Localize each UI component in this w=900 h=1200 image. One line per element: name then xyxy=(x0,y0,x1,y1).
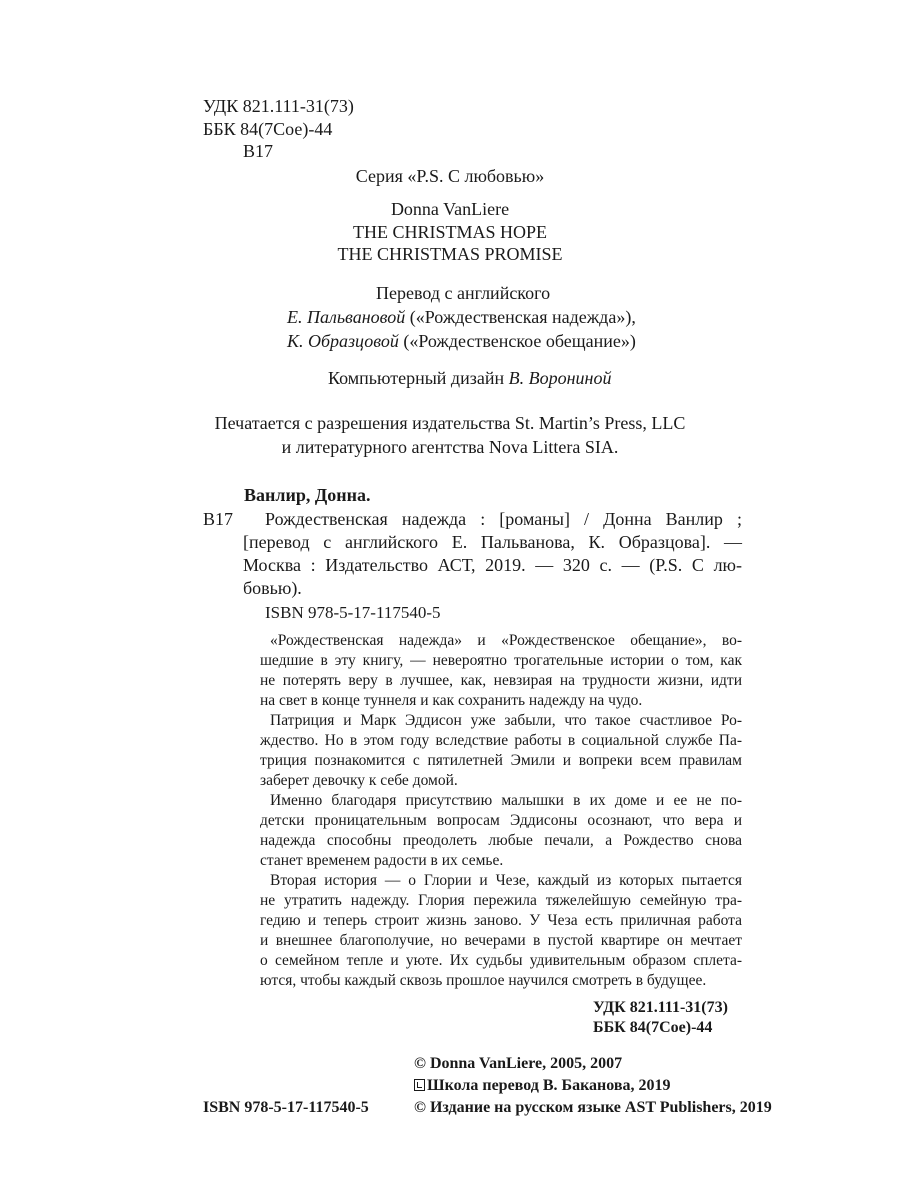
translator-credit-2 xyxy=(287,330,636,352)
translator-name: К. Образцовой xyxy=(287,331,399,351)
original-title-2: THE CHRISTMAS PROMISE xyxy=(337,244,563,264)
annotation-line: шедшие в эту книгу, — невероятно трогательные истории о том, как xyxy=(260,652,742,669)
design-label: Компьютерный дизайн xyxy=(328,368,505,388)
catalog-line: бовью). xyxy=(243,578,302,598)
author-mark: В17 xyxy=(243,141,274,161)
udk-code: УДК 821.111-31(73) xyxy=(203,96,354,116)
original-author: Donna VanLiere xyxy=(390,199,510,219)
annotation-line: и внешнее благополучие, но вечерами в пустой квартире он мечтает xyxy=(260,932,742,949)
annotation-line: Именно благодаря присутствию малышки в их доме и ее не по- xyxy=(270,792,742,809)
annotation-line: Патриция и Марк Эддисон уже забыли, что такое счастливое Ро- xyxy=(270,712,742,729)
catalog-line: [перевод с английского Е. Пальванова, К. Образцова]. — xyxy=(243,532,742,552)
catalog-line: Москва : Издательство АСТ, 2019. — 320 с. — (P.S. С лю- xyxy=(243,555,742,575)
design-credit xyxy=(328,367,611,389)
annotation-line: надежда способны преодолеть любые печали, а Рождество снова xyxy=(260,832,742,849)
annotation-line: на свет в конце туннеля и как сохранить надежду на чудо. xyxy=(260,692,643,709)
annotation-line: детски проницательным вопросам Эддисоны осознают, что вера и xyxy=(260,812,742,829)
translated-work: («Рождественское обещание») xyxy=(403,331,636,351)
series-title: Серия «P.S. С любовью» xyxy=(355,166,545,186)
original-title-1: THE CHRISTMAS HOPE xyxy=(352,222,548,242)
copyright-line-2-text: Школа перевод В. Баканова, 2019 xyxy=(427,1077,671,1094)
copyright-line-3: © Издание на русском языке AST Publishers, 2019 xyxy=(414,1099,772,1116)
catalog-line: Рождественская надежда : [романы] / Донна Ванлир ; xyxy=(265,509,742,529)
translator-credit-1 xyxy=(287,306,636,328)
translation-school-logo-icon xyxy=(414,1079,425,1091)
annotation-line: «Рождественская надежда» и «Рождественское обещание», во- xyxy=(270,632,742,649)
annotation-line: не утратить надежду. Глория пережила тяжелейшую семейную тра- xyxy=(260,892,742,909)
udk-code-bottom: УДК 821.111-31(73) xyxy=(593,999,728,1016)
translation-heading: Перевод с английского xyxy=(376,283,551,303)
annotation-line: гедию и теперь строит жизнь заново. У Чеза есть приличная работа xyxy=(260,912,742,929)
annotation-line: триция познакомится с пятилетней Эмили и вопреки всем правилам xyxy=(260,752,742,769)
bbk-code-bottom: ББК 84(7Сое)-44 xyxy=(593,1019,713,1036)
catalog-heading: Ванлир, Донна. xyxy=(244,485,371,505)
copyright-line-2 xyxy=(414,1076,671,1096)
permission-line-1: Печатается с разрешения издательства St. Martin’s Press, LLC xyxy=(214,413,686,433)
annotation-line: ждество. Но в этом году вследствие работы в социальной службе Па- xyxy=(260,732,742,749)
annotation-line: станет временем радости в их семье. xyxy=(260,852,504,869)
annotation-line: Вторая история — о Глории и Чезе, каждый из которых пытается xyxy=(270,872,742,889)
copyright-isbn: ISBN 978-5-17-117540-5 xyxy=(203,1099,369,1116)
catalog-isbn: ISBN 978-5-17-117540-5 xyxy=(265,603,441,622)
designer-name: В. Ворониной xyxy=(508,368,612,388)
annotation-line: ются, чтобы каждый сквозь прошлое научился смотреть в будущее. xyxy=(260,972,707,989)
translator-name: Е. Пальвановой xyxy=(287,307,406,327)
bbk-code: ББК 84(7Сое)-44 xyxy=(203,119,333,139)
permission-line-2: и литературного агентства Nova Littera SIA. xyxy=(281,437,619,457)
catalog-mark: В17 xyxy=(203,509,234,529)
copyright-line-1: © Donna VanLiere, 2005, 2007 xyxy=(414,1055,623,1072)
annotation-line: о семейном тепле и уюте. Их судьбы удивительным образом сплета- xyxy=(260,952,742,969)
annotation-line: заберет девочку к себе домой. xyxy=(260,772,458,789)
annotation-line: не потерять веру в лучшее, как, невзирая на трудности жизни, идти xyxy=(260,672,742,689)
translated-work: («Рождественская надежда»), xyxy=(409,307,636,327)
